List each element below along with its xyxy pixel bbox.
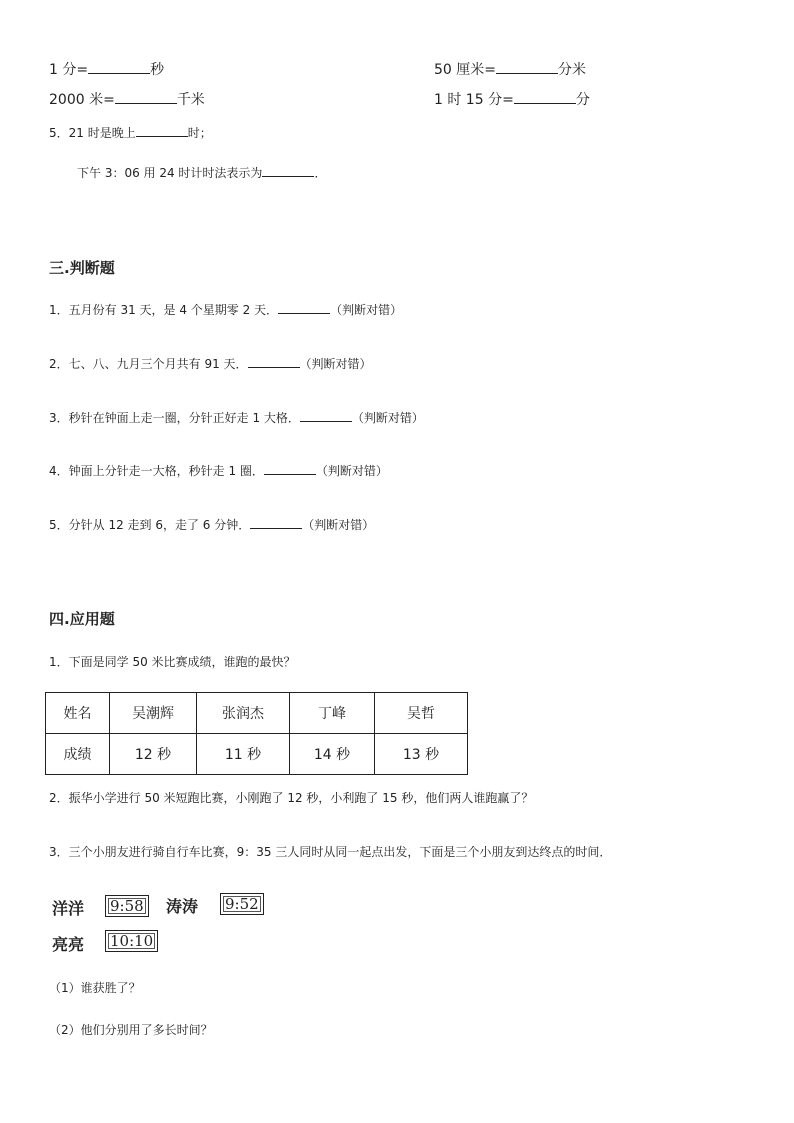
kid-name-liangliang: 亮亮 (52, 935, 85, 954)
section-title-apply: 四.应用题 (49, 610, 115, 628)
apply-sub1: （1）谁获胜了？ (49, 981, 141, 995)
fill-q5-line2 (77, 164, 326, 181)
apply-q2: 2．振华小学进行 50 米短跑比赛，小刚跑了 12 秒，小利跑了 15 秒，他们两人谁跑赢了？ (49, 791, 534, 805)
fill-item-unit: 千米 (176, 92, 205, 108)
table-cell: 13 秒 (375, 734, 468, 775)
kid-name-taotao: 涛涛 (166, 897, 199, 916)
judge-item-4 (49, 462, 388, 479)
table-cell: 12 秒 (110, 734, 197, 775)
judge-item-2 (49, 355, 372, 372)
kid-name-yangyang: 洋洋 (52, 899, 85, 918)
table-cell: 11 秒 (197, 734, 290, 775)
fill-q5-line1 (49, 124, 212, 141)
table-cell: 丁峰 (290, 693, 375, 734)
fill-item-minutes (434, 89, 590, 109)
answer-blank[interactable] (115, 102, 177, 104)
section-title-judge: 三.判断题 (49, 259, 115, 277)
fill-item-label: 50 厘米= (434, 62, 496, 78)
question-hint: （判断对错） (351, 411, 424, 425)
answer-blank[interactable] (496, 72, 558, 74)
question-text: 1．五月份有 31 天，是 4 个星期零 2 天． (49, 303, 279, 317)
apply-sub2: （2）他们分别用了多长时间？ (49, 1023, 213, 1037)
table-cell: 姓名 (46, 693, 110, 734)
fill-item-decimeters (434, 59, 586, 79)
question-text: 下午 3：06 用 24 时计时法表示为 (77, 166, 263, 180)
fill-item-unit: 分 (575, 92, 590, 108)
fill-item-label: 1 时 15 分= (434, 92, 514, 108)
apply-q3: 3．三个小朋友进行骑自行车比赛，9：35 三人同时从同一起点出发，下面是三个小朋友到达终点的时间． (49, 845, 612, 859)
apply-q1: 1．下面是同学 50 米比赛成绩，谁跑的最快？ (49, 655, 296, 669)
answer-blank[interactable] (250, 527, 302, 529)
fill-item-label: 2000 米= (49, 92, 115, 108)
question-hint: （判断对错） (315, 464, 388, 478)
question-text: ． (314, 166, 327, 180)
table-cell: 成绩 (46, 734, 110, 775)
answer-blank[interactable] (264, 473, 316, 475)
judge-item-5 (49, 516, 374, 533)
table-cell: 吴哲 (375, 693, 468, 734)
answer-blank[interactable] (514, 102, 576, 104)
clock-time-taotao: 9:52 (220, 893, 264, 915)
table-row (46, 693, 468, 734)
answer-blank[interactable] (248, 366, 300, 368)
question-hint: （判断对错） (330, 303, 403, 317)
score-table (45, 692, 468, 775)
fill-item-kilometers (49, 89, 205, 109)
judge-item-3 (49, 409, 424, 426)
table-cell: 张润杰 (197, 693, 290, 734)
fill-item-seconds (49, 59, 164, 79)
answer-blank[interactable] (88, 72, 150, 74)
question-text: 时； (187, 126, 212, 140)
fill-item-unit: 秒 (150, 62, 165, 78)
table-cell: 14 秒 (290, 734, 375, 775)
question-hint: （判断对错） (299, 357, 372, 371)
answer-blank[interactable] (262, 175, 314, 177)
question-hint: （判断对错） (302, 518, 375, 532)
question-text: 5．分针从 12 走到 6，走了 6 分钟． (49, 518, 251, 532)
question-text: 4．钟面上分针走一大格，秒针走 1 圈． (49, 464, 264, 478)
question-text: 3．秒针在钟面上走一圈，分针正好走 1 大格． (49, 411, 300, 425)
answer-blank[interactable] (136, 135, 188, 137)
clock-time-liangliang: 10:10 (105, 930, 158, 952)
fill-item-label: 1 分= (49, 62, 89, 78)
answer-blank[interactable] (278, 312, 330, 314)
table-cell: 吴潮辉 (110, 693, 197, 734)
judge-item-1 (49, 301, 402, 318)
table-row (46, 734, 468, 775)
answer-blank[interactable] (300, 420, 352, 422)
question-text: 5．21 时是晚上 (49, 126, 136, 140)
fill-item-unit: 分米 (558, 62, 586, 78)
question-text: 2．七、八、九月三个月共有 91 天． (49, 357, 248, 371)
clock-time-yangyang: 9:58 (105, 895, 149, 917)
